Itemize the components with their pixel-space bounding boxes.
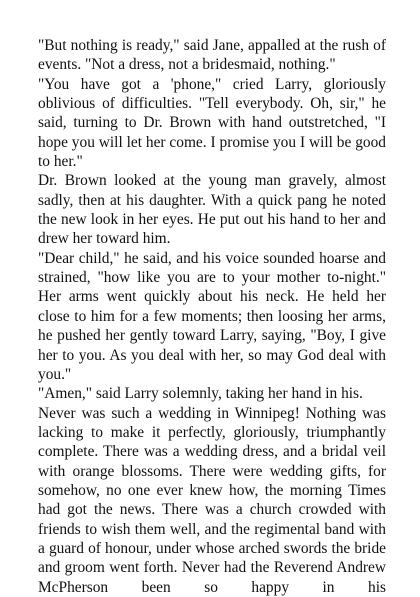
paragraph-dear-child: "Dear child," he said, and his voice sounded hoarse and strained, "how like you are to your mother to-night." Her arms went quickly about his neck. He held her close to him for a few moments; then loosing her arms, he pushed her gently toward Larry, saying, "Boy, I give her to you. As you deal with her, so may God deal with you." bbox=[38, 249, 386, 383]
paragraph-jane-nothing-ready: "But nothing is ready," said Jane, appalled at the rush of events. "Not a dress, not a bridesmaid, nothing." bbox=[38, 37, 386, 74]
paragraph-amen: "Amen," said Larry solemnly, taking her hand in his. bbox=[38, 385, 363, 403]
book-page-text bbox=[38, 36, 386, 597]
paragraph-larry-phone: "You have got a 'phone," cried Larry, gloriously oblivious of difficulties. "Tell everybody. Oh, sir," he said, turning to Dr. Brown with hand outstretched, "I hope you will let her come. I promise you I will be good to her." bbox=[38, 75, 386, 171]
paragraph-dr-brown-looked: Dr. Brown looked at the young man gravely, almost sadly, then at his daughter. With a quick pang he noted the new look in her eyes. He put out his hand to her and drew her toward him. bbox=[38, 172, 386, 248]
paragraph-wedding-winnipeg: Never was such a wedding in Winnipeg! Nothing was lacking to make it perfectly, gloriously, triumphantly complete. There was a wedding dress, and a bridal veil with orange blossoms. There were wedding gifts, for somehow, no one ever knew how, the morning Times had got the news. There was a church crowded with friends to wish them well, and the regimental band with a guard of honour, under whose arched swords the bride and groom went forth. Never had the Reverend Andrew McPherson been so happy in his bbox=[38, 404, 386, 596]
